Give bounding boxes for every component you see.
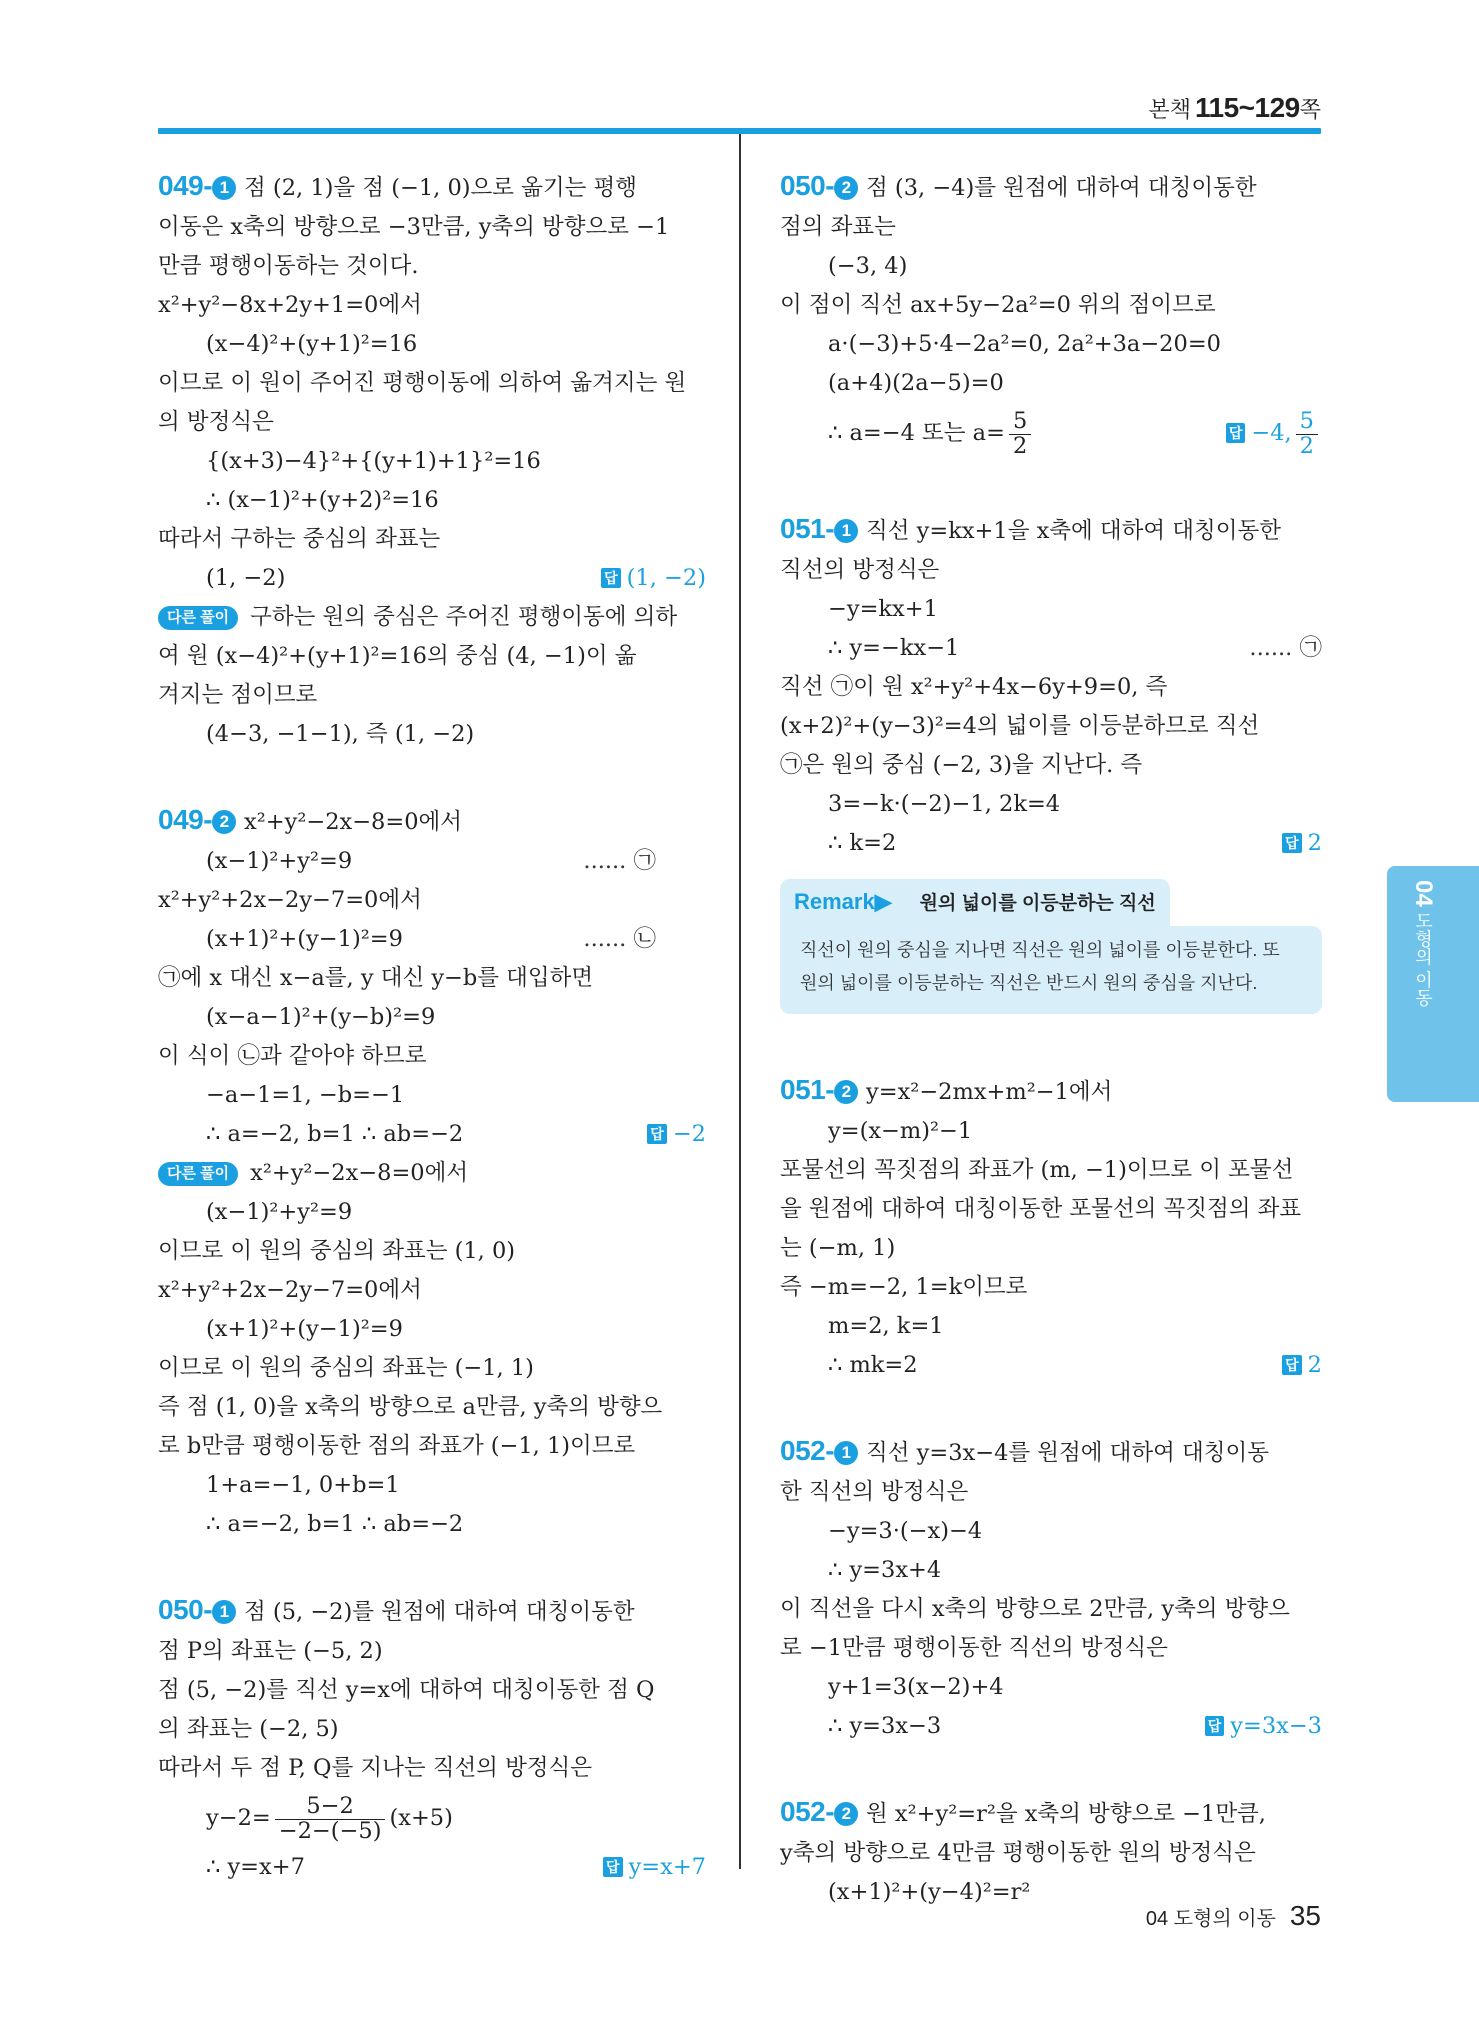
remark-title: 원의 넓이를 이등분하는 직선 [919, 893, 1156, 914]
problem-number: 050- 1 [158, 1594, 236, 1625]
problem-052-2: 052- 2 원 x²+y²=r²을 x축의 방향으로 −1만큼, y축의 방향으로 4만큼 평행이동한 원의 방정식은 (x+1)²+(y−4)²=r² [780, 1796, 1266, 1905]
problem-number: 052- 1 [780, 1435, 858, 1466]
problem-051-2: 051- 2 y=x²−2mx+m²−1에서 y=(x−m)²−1 포물선의 꼭짓점의 좌표가 (m, −1)이므로 이 포물선 을 원점에 대하여 대칭이동한 포물선의 꼭짓점의 좌표 는 (−m, 1) 즉 −m=−2, 1=k이므로 m=2, k=1 ∴ mk=2 답 2 [780, 1070, 1322, 1385]
page-reference [1148, 92, 1321, 124]
answer: 답 −4, $\frac{5}{2}$ [1226, 403, 1322, 463]
problem-number: 051- 2 [780, 1074, 858, 1105]
remark-tag: Remark▶ [794, 889, 892, 914]
book-label: 본책 [1148, 97, 1191, 122]
problem-number: 052- 2 [780, 1796, 858, 1827]
problem-051-1: 051- 1 직선 y=kx+1을 x축에 대하여 대칭이동한 직선의 방정식은 −y=kx+1 ∴ y=−kx−1 ...... ㉠ 직선 ㉠이 원 x²+y²+4x−6y+9=0, 즉 (x+2)²+(y−3)²=4의 넓이를 이등분하므로 직선 ㉠은 원의 중심 (−2, 3)을 지난다. 즉 3=−k·(−2)−1, 2k=4 ∴ k=2 답 2 [780, 509, 1322, 863]
answer: 답 y=x+7 [603, 1848, 706, 1887]
problem-number: 050- 2 [780, 170, 858, 201]
problem-052-1: 052- 1 직선 y=3x−4를 원점에 대하여 대칭이동 한 직선의 방정식은 −y=3·(−x)−4 ∴ y=3x+4 이 직선을 다시 x축의 방향으로 2만큼, y축의 방향으 로 −1만큼 평행이동한 직선의 방정식은 y+1=3(x−2)+4 ∴ y=3x−3 답 y=3x−3 [780, 1431, 1322, 1746]
answer: 답 2 [1282, 824, 1322, 863]
alt-solution-badge: 다른 풀이 [158, 606, 238, 630]
fraction-equation: y−2= $\frac{5-2}{-2-(-5)}$ (x+5) [206, 1792, 453, 1844]
footer-chapter: 04 도형의 이동 [1145, 1908, 1276, 1930]
chapter-title: 도형의 이동 [1413, 911, 1433, 1007]
answer: 답 (1, −2) [601, 559, 706, 598]
chapter-number: 04 [1410, 880, 1437, 907]
page-range: 115~129 [1194, 92, 1300, 123]
problem-number: 049- 2 [158, 804, 236, 835]
column-divider [739, 134, 741, 1869]
problem-049-2: 049- 2 x²+y²−2x−8=0에서 (x−1)²+y²=9 ...... ㉠ x²+y²+2x−2y−7=0에서 (x+1)²+(y−1)²=9 ...... ㉡ ㉠에 x 대신 x−a를, y 대신 y−b를 대입하면 (x−a−1)²+(y−b)²=9 이 식이 ㉡과 같아야 하므로 −a−1=1, −b=−1 ∴ a=−2, b=1 ∴ ab=−2 답 −2 다른 풀이 x²+y²−2x−8=0에서 (x−1)²+y²=9 이므로 이 원의 중심의 좌표는 (1, 0) x²+y²+2x−2y−7=0에서 (x+1)²+(y−1)²=9 이므로 이 원의 중심의 좌표는 (−1, 1) 즉 점 (1, 0)을 x축의 방향으로 a만큼, y축의 방향으 로 b만큼 평행이동한 점의 좌표가 (−1, 1)이므로 1+a=−1, 0+b=1 ∴ a=−2, b=1 ∴ ab=−2 [158, 804, 706, 1537]
left-column [158, 166, 706, 1933]
right-column [780, 166, 1322, 1958]
page-unit: 쪽 [1299, 97, 1321, 122]
problem-050-1: 050- 1 점 (5, −2)를 원점에 대하여 대칭이동한 점 P의 좌표는 (−5, 2) 점 (5, −2)를 직선 y=x에 대하여 대칭이동한 점 Q 의 좌표는 (−2, 5) 따라서 두 점 P, Q를 지나는 직선의 방정식은 y−2= $\frac{5-2}{-2-(-5)}$ (x+5) ∴ y=x+7 답 y=x+7 [158, 1590, 706, 1887]
problem-number: 049- 1 [158, 170, 236, 201]
chapter-side-tab [1387, 866, 1479, 1102]
remark-box [780, 879, 1322, 1014]
problem-number: 051- 1 [780, 513, 858, 544]
answer: 답 2 [1282, 1346, 1322, 1385]
problem-049-1: 049- 1 점 (2, 1)을 점 (−1, 0)으로 옮기는 평행 이동은 x축의 방향으로 −3만큼, y축의 방향으로 −1 만큼 평행이동하는 것이다. x²+y²−8x+2y+1=0에서 (x−4)²+(y+1)²=16 이므로 이 원이 주어진 평행이동에 의하여 옮겨지는 원 의 방정식은 {(x+3)−4}²+{(y+1)+1}²=16 ∴ (x−1)²+(y+2)²=16 따라서 구하는 중심의 좌표는 (1, −2) 답 (1, −2) 다른 풀이 구하는 원의 중심은 주어진 평행이동에 의하 여 원 (x−4)²+(y+1)²=16의 중심 (4, −1)이 옮 겨지는 점이므로 (4−3, −1−1), 즉 (1, −2) [158, 170, 706, 747]
page-number: 35 [1289, 1900, 1321, 1931]
answer: 답 y=3x−3 [1205, 1707, 1322, 1746]
alt-solution-badge: 다른 풀이 [158, 1162, 238, 1186]
problem-050-2: 050- 2 점 (3, −4)를 원점에 대하여 대칭이동한 점의 좌표는 (−3, 4) 이 점이 직선 ax+5y−2a²=0 위의 점이므로 a·(−3)+5·4−2a²=0, 2a²+3a−20=0 (a+4)(2a−5)=0 ∴ a=−4 또는 a= $\frac{5}{2}$ 답 −4, $\frac{5}{2}$ [780, 166, 1322, 463]
remark-body: 직선이 원의 중심을 지나면 직선은 원의 넓이를 이등분한다. 또 원의 넓이를 이등분하는 직선은 반드시 원의 중심을 지난다. [780, 926, 1322, 1014]
answer: 답 −2 [647, 1115, 706, 1154]
page-footer [1146, 1900, 1321, 1932]
